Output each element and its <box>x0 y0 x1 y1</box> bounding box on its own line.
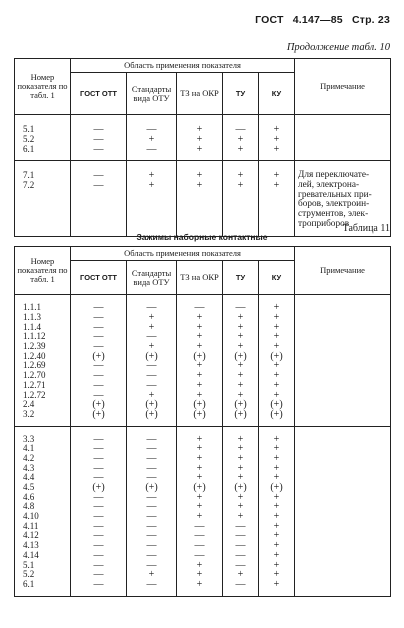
applicability-mark: — <box>146 370 157 382</box>
applicability-mark: — <box>93 443 104 455</box>
indicator-number: 5.1 <box>23 559 35 570</box>
applicability-mark: + <box>273 312 280 324</box>
applicability-mark: (+) <box>234 482 247 494</box>
applicability-mark: + <box>196 433 203 445</box>
applicability-cell <box>71 426 127 596</box>
applicability-mark: — <box>93 491 104 503</box>
indicator-number: 1.2.40 <box>23 350 46 361</box>
applicability-mark: + <box>196 379 203 391</box>
applicability-mark: + <box>273 379 280 391</box>
applicability-cell <box>127 295 177 426</box>
applicability-mark: + <box>273 321 280 333</box>
applicability-mark: — <box>93 360 104 372</box>
applicability-mark: + <box>273 462 280 474</box>
applicability-mark: + <box>196 472 203 484</box>
applicability-mark: — <box>146 143 157 155</box>
applicability-mark: + <box>196 443 203 455</box>
applicability-cell <box>223 295 259 426</box>
applicability-mark: + <box>237 331 244 343</box>
applicability-mark: + <box>273 370 280 382</box>
table-11-body <box>15 295 391 596</box>
applicability-mark: (+) <box>234 350 247 362</box>
indicator-number: 5.1 <box>23 124 35 135</box>
indicator-number: 1.1.3 <box>23 312 41 323</box>
applicability-mark: — <box>93 530 104 542</box>
applicability-mark: (+) <box>270 399 283 411</box>
applicability-mark: + <box>148 389 155 401</box>
applicability-mark: + <box>273 302 280 314</box>
applicability-mark: (+) <box>145 482 158 494</box>
header-c1: ГОСТ ОТТ <box>71 261 127 295</box>
applicability-mark: — <box>146 559 157 571</box>
applicability-mark: — <box>146 491 157 503</box>
applicability-mark: + <box>196 360 203 372</box>
applicability-mark: + <box>196 170 203 182</box>
applicability-mark: — <box>146 379 157 391</box>
applicability-mark: + <box>196 389 203 401</box>
applicability-cell <box>127 161 177 236</box>
applicability-mark: + <box>237 170 244 182</box>
applicability-mark: (+) <box>234 408 247 420</box>
applicability-mark: + <box>196 312 203 324</box>
indicator-number: 4.5 <box>23 482 35 493</box>
indicator-number: 4.12 <box>23 530 39 541</box>
applicability-cell <box>71 115 127 161</box>
applicability-mark: + <box>148 134 155 146</box>
applicability-mark: — <box>194 520 205 532</box>
applicability-mark: + <box>237 134 244 146</box>
applicability-cell <box>71 295 127 426</box>
applicability-cell <box>259 295 295 426</box>
indicator-number: 4.3 <box>23 462 35 473</box>
applicability-mark: + <box>237 379 244 391</box>
header-c5: КУ <box>259 73 295 115</box>
applicability-mark: + <box>273 472 280 484</box>
header-page: Стр. 23 <box>351 14 390 26</box>
indicator-number: 4.1 <box>23 443 35 454</box>
applicability-mark: — <box>93 501 104 513</box>
applicability-mark: + <box>273 491 280 503</box>
indicator-number-cell <box>15 295 71 426</box>
applicability-mark: + <box>273 549 280 561</box>
applicability-mark: + <box>273 389 280 401</box>
applicability-mark: + <box>148 321 155 333</box>
note-line: Для переключате- <box>298 170 370 181</box>
continuation-caption: Продолжение табл. 10 <box>286 42 390 53</box>
applicability-mark: — <box>93 569 104 581</box>
applicability-cell <box>259 426 295 596</box>
applicability-mark: — <box>194 302 205 314</box>
applicability-mark: + <box>148 569 155 581</box>
applicability-mark: — <box>235 559 246 571</box>
table-block <box>15 426 391 596</box>
applicability-mark: + <box>237 501 244 513</box>
applicability-mark: + <box>196 180 203 192</box>
applicability-mark: — <box>93 170 104 182</box>
header-c1: ГОСТ ОТТ <box>71 73 127 115</box>
applicability-mark: + <box>237 452 244 464</box>
applicability-mark: — <box>194 540 205 552</box>
indicator-number: 5.2 <box>23 569 35 580</box>
applicability-mark: — <box>93 511 104 523</box>
note-line: лей, электрона- <box>298 180 360 191</box>
note-line: боров, электроин- <box>298 199 370 210</box>
applicability-mark: + <box>273 124 280 136</box>
applicability-mark: — <box>235 530 246 542</box>
table-block <box>15 161 391 236</box>
applicability-mark: + <box>196 134 203 146</box>
table-11 <box>14 246 391 597</box>
note-line: троприборов <box>298 218 350 229</box>
indicator-number: 5.2 <box>23 134 35 145</box>
applicability-mark: + <box>273 578 280 590</box>
applicability-mark: — <box>146 540 157 552</box>
applicability-cell <box>177 426 223 596</box>
applicability-mark: + <box>273 134 280 146</box>
indicator-number: 1.1.4 <box>23 321 41 332</box>
applicability-cell <box>177 161 223 236</box>
applicability-mark: + <box>273 433 280 445</box>
header-num: Номер показателя по табл. 1 <box>15 59 71 115</box>
applicability-mark: + <box>237 360 244 372</box>
applicability-mark: + <box>148 312 155 324</box>
table-11-caption: Таблица 11 <box>342 223 390 234</box>
indicator-number: 7.1 <box>23 170 35 181</box>
applicability-mark: + <box>273 331 280 343</box>
header-note: Примечание <box>295 59 391 115</box>
header-note: Примечание <box>295 247 391 295</box>
applicability-mark: — <box>93 370 104 382</box>
table-block <box>15 115 391 161</box>
applicability-mark: + <box>237 389 244 401</box>
applicability-cell <box>223 115 259 161</box>
applicability-mark: (+) <box>92 482 105 494</box>
applicability-mark: + <box>196 569 203 581</box>
applicability-mark: — <box>93 143 104 155</box>
indicator-number-cell <box>15 161 71 236</box>
applicability-mark: + <box>237 472 244 484</box>
header-area: Область применения показателя <box>71 59 295 73</box>
applicability-mark: — <box>146 360 157 372</box>
applicability-mark: — <box>235 540 246 552</box>
applicability-mark: (+) <box>92 399 105 411</box>
applicability-mark: — <box>146 331 157 343</box>
applicability-mark: (+) <box>270 482 283 494</box>
header-c5: КУ <box>259 261 295 295</box>
applicability-mark: (+) <box>193 399 206 411</box>
table-block <box>15 295 391 426</box>
applicability-mark: (+) <box>92 350 105 362</box>
applicability-mark: — <box>146 124 157 136</box>
applicability-mark: (+) <box>193 482 206 494</box>
applicability-mark: + <box>237 569 244 581</box>
applicability-mark: — <box>93 452 104 464</box>
applicability-mark: + <box>196 578 203 590</box>
applicability-mark: + <box>196 452 203 464</box>
applicability-mark: + <box>237 443 244 455</box>
applicability-mark: + <box>237 341 244 353</box>
applicability-mark: — <box>93 134 104 146</box>
applicability-mark: + <box>273 540 280 552</box>
indicator-number: 6.1 <box>23 143 35 154</box>
applicability-mark: — <box>93 321 104 333</box>
applicability-mark: — <box>146 462 157 474</box>
header-num: Номер показателя по табл. 1 <box>15 247 71 295</box>
applicability-mark: — <box>93 379 104 391</box>
applicability-mark: — <box>146 549 157 561</box>
applicability-cell <box>177 115 223 161</box>
applicability-mark: + <box>237 433 244 445</box>
applicability-mark: + <box>148 341 155 353</box>
applicability-cell <box>177 295 223 426</box>
applicability-mark: + <box>196 559 203 571</box>
indicator-number: 4.11 <box>23 520 39 531</box>
indicator-number: 4.13 <box>23 540 39 551</box>
header-c2: Стандарты вида ОТУ <box>127 261 177 295</box>
applicability-mark: — <box>93 578 104 590</box>
indicator-number: 3.2 <box>23 408 35 419</box>
applicability-mark: — <box>93 389 104 401</box>
indicator-number: 4.2 <box>23 452 35 463</box>
applicability-mark: (+) <box>193 350 206 362</box>
page-header <box>249 14 390 26</box>
applicability-cell <box>127 115 177 161</box>
applicability-mark: — <box>146 472 157 484</box>
applicability-mark: + <box>273 452 280 464</box>
indicator-number: 1.2.39 <box>23 341 46 352</box>
indicator-number: 1.2.70 <box>23 370 46 381</box>
applicability-mark: — <box>146 520 157 532</box>
indicator-number: 4.8 <box>23 501 35 512</box>
applicability-mark: + <box>196 511 203 523</box>
header-c4: ТУ <box>223 73 259 115</box>
applicability-mark: — <box>93 331 104 343</box>
indicator-number: 3.3 <box>23 433 35 444</box>
applicability-mark: — <box>93 472 104 484</box>
applicability-mark: — <box>146 501 157 513</box>
applicability-cell <box>259 161 295 236</box>
applicability-mark: + <box>273 170 280 182</box>
applicability-mark: + <box>273 501 280 513</box>
applicability-mark: + <box>148 170 155 182</box>
applicability-mark: (+) <box>145 350 158 362</box>
applicability-mark: + <box>196 143 203 155</box>
header-c3: ТЗ на ОКР <box>177 261 223 295</box>
applicability-mark: — <box>235 520 246 532</box>
applicability-mark: + <box>196 501 203 513</box>
applicability-mark: — <box>93 302 104 314</box>
applicability-mark: + <box>273 511 280 523</box>
note-cell <box>295 426 391 596</box>
applicability-mark: — <box>235 124 246 136</box>
applicability-mark: — <box>194 549 205 561</box>
indicator-number: 7.2 <box>23 180 35 191</box>
applicability-mark: — <box>146 530 157 542</box>
applicability-mark: — <box>146 302 157 314</box>
applicability-mark: — <box>93 462 104 474</box>
applicability-mark: + <box>273 341 280 353</box>
applicability-mark: + <box>196 124 203 136</box>
indicator-number: 4.6 <box>23 491 35 502</box>
applicability-mark: + <box>273 559 280 571</box>
header-c3: ТЗ на ОКР <box>177 73 223 115</box>
applicability-mark: + <box>237 511 244 523</box>
applicability-mark: (+) <box>270 350 283 362</box>
applicability-mark: + <box>196 321 203 333</box>
indicator-number: 2.4 <box>23 399 35 410</box>
applicability-mark: — <box>93 540 104 552</box>
indicator-number: 4.4 <box>23 472 35 483</box>
applicability-mark: + <box>196 462 203 474</box>
indicator-number: 6.1 <box>23 578 35 589</box>
applicability-mark: — <box>93 312 104 324</box>
applicability-mark: (+) <box>270 408 283 420</box>
note-cell <box>295 295 391 426</box>
applicability-mark: (+) <box>193 408 206 420</box>
applicability-mark: — <box>93 549 104 561</box>
header-number: 4.147—85 <box>292 14 343 26</box>
applicability-cell <box>127 426 177 596</box>
indicator-number: 1.2.69 <box>23 360 46 371</box>
applicability-mark: — <box>146 443 157 455</box>
applicability-mark: + <box>273 569 280 581</box>
indicator-number-cell <box>15 426 71 596</box>
applicability-mark: + <box>273 530 280 542</box>
applicability-mark: + <box>273 180 280 192</box>
note-cell <box>295 115 391 161</box>
applicability-mark: + <box>273 520 280 532</box>
indicator-number: 1.2.71 <box>23 379 46 390</box>
applicability-mark: + <box>237 462 244 474</box>
applicability-mark: (+) <box>234 399 247 411</box>
applicability-mark: + <box>273 443 280 455</box>
applicability-mark: + <box>273 143 280 155</box>
applicability-mark: — <box>93 559 104 571</box>
applicability-mark: — <box>235 578 246 590</box>
applicability-cell <box>71 161 127 236</box>
applicability-mark: + <box>237 312 244 324</box>
indicator-number-cell <box>15 115 71 161</box>
applicability-mark: + <box>148 180 155 192</box>
header-c2: Стандарты вида ОТУ <box>127 73 177 115</box>
applicability-mark: + <box>237 321 244 333</box>
applicability-mark: + <box>196 341 203 353</box>
note-line: струментов, элек- <box>298 209 369 220</box>
applicability-mark: (+) <box>92 408 105 420</box>
applicability-mark: + <box>237 491 244 503</box>
applicability-mark: — <box>235 549 246 561</box>
table-10-body <box>15 115 391 236</box>
indicator-number: 4.14 <box>23 549 39 560</box>
applicability-mark: — <box>194 530 205 542</box>
indicator-number: 4.10 <box>23 511 39 522</box>
applicability-mark: — <box>146 578 157 590</box>
header-area: Область применения показателя <box>71 247 295 261</box>
applicability-mark: — <box>146 433 157 445</box>
applicability-mark: (+) <box>145 408 158 420</box>
applicability-mark: + <box>273 360 280 372</box>
applicability-cell <box>223 426 259 596</box>
applicability-mark: + <box>237 180 244 192</box>
applicability-mark: (+) <box>145 399 158 411</box>
indicator-number: 1.2.72 <box>23 389 46 400</box>
applicability-cell <box>259 115 295 161</box>
indicator-number: 1.1.1 <box>23 302 41 313</box>
applicability-mark: — <box>93 124 104 136</box>
applicability-mark: — <box>93 341 104 353</box>
applicability-mark: — <box>93 180 104 192</box>
applicability-mark: — <box>146 452 157 464</box>
header-gost: ГОСТ <box>255 14 284 26</box>
applicability-mark: + <box>237 370 244 382</box>
header-c4: ТУ <box>223 261 259 295</box>
applicability-mark: — <box>235 302 246 314</box>
applicability-mark: — <box>93 520 104 532</box>
applicability-mark: + <box>196 491 203 503</box>
applicability-cell <box>223 161 259 236</box>
indicator-number: 1.1.12 <box>23 331 46 342</box>
applicability-mark: — <box>93 433 104 445</box>
table-10 <box>14 58 391 237</box>
applicability-mark: — <box>146 511 157 523</box>
applicability-mark: + <box>196 370 203 382</box>
note-line: гревательных при- <box>298 189 372 200</box>
table-11-title: Зажимы наборные контактные <box>136 232 268 242</box>
applicability-mark: + <box>196 331 203 343</box>
applicability-mark: + <box>237 143 244 155</box>
